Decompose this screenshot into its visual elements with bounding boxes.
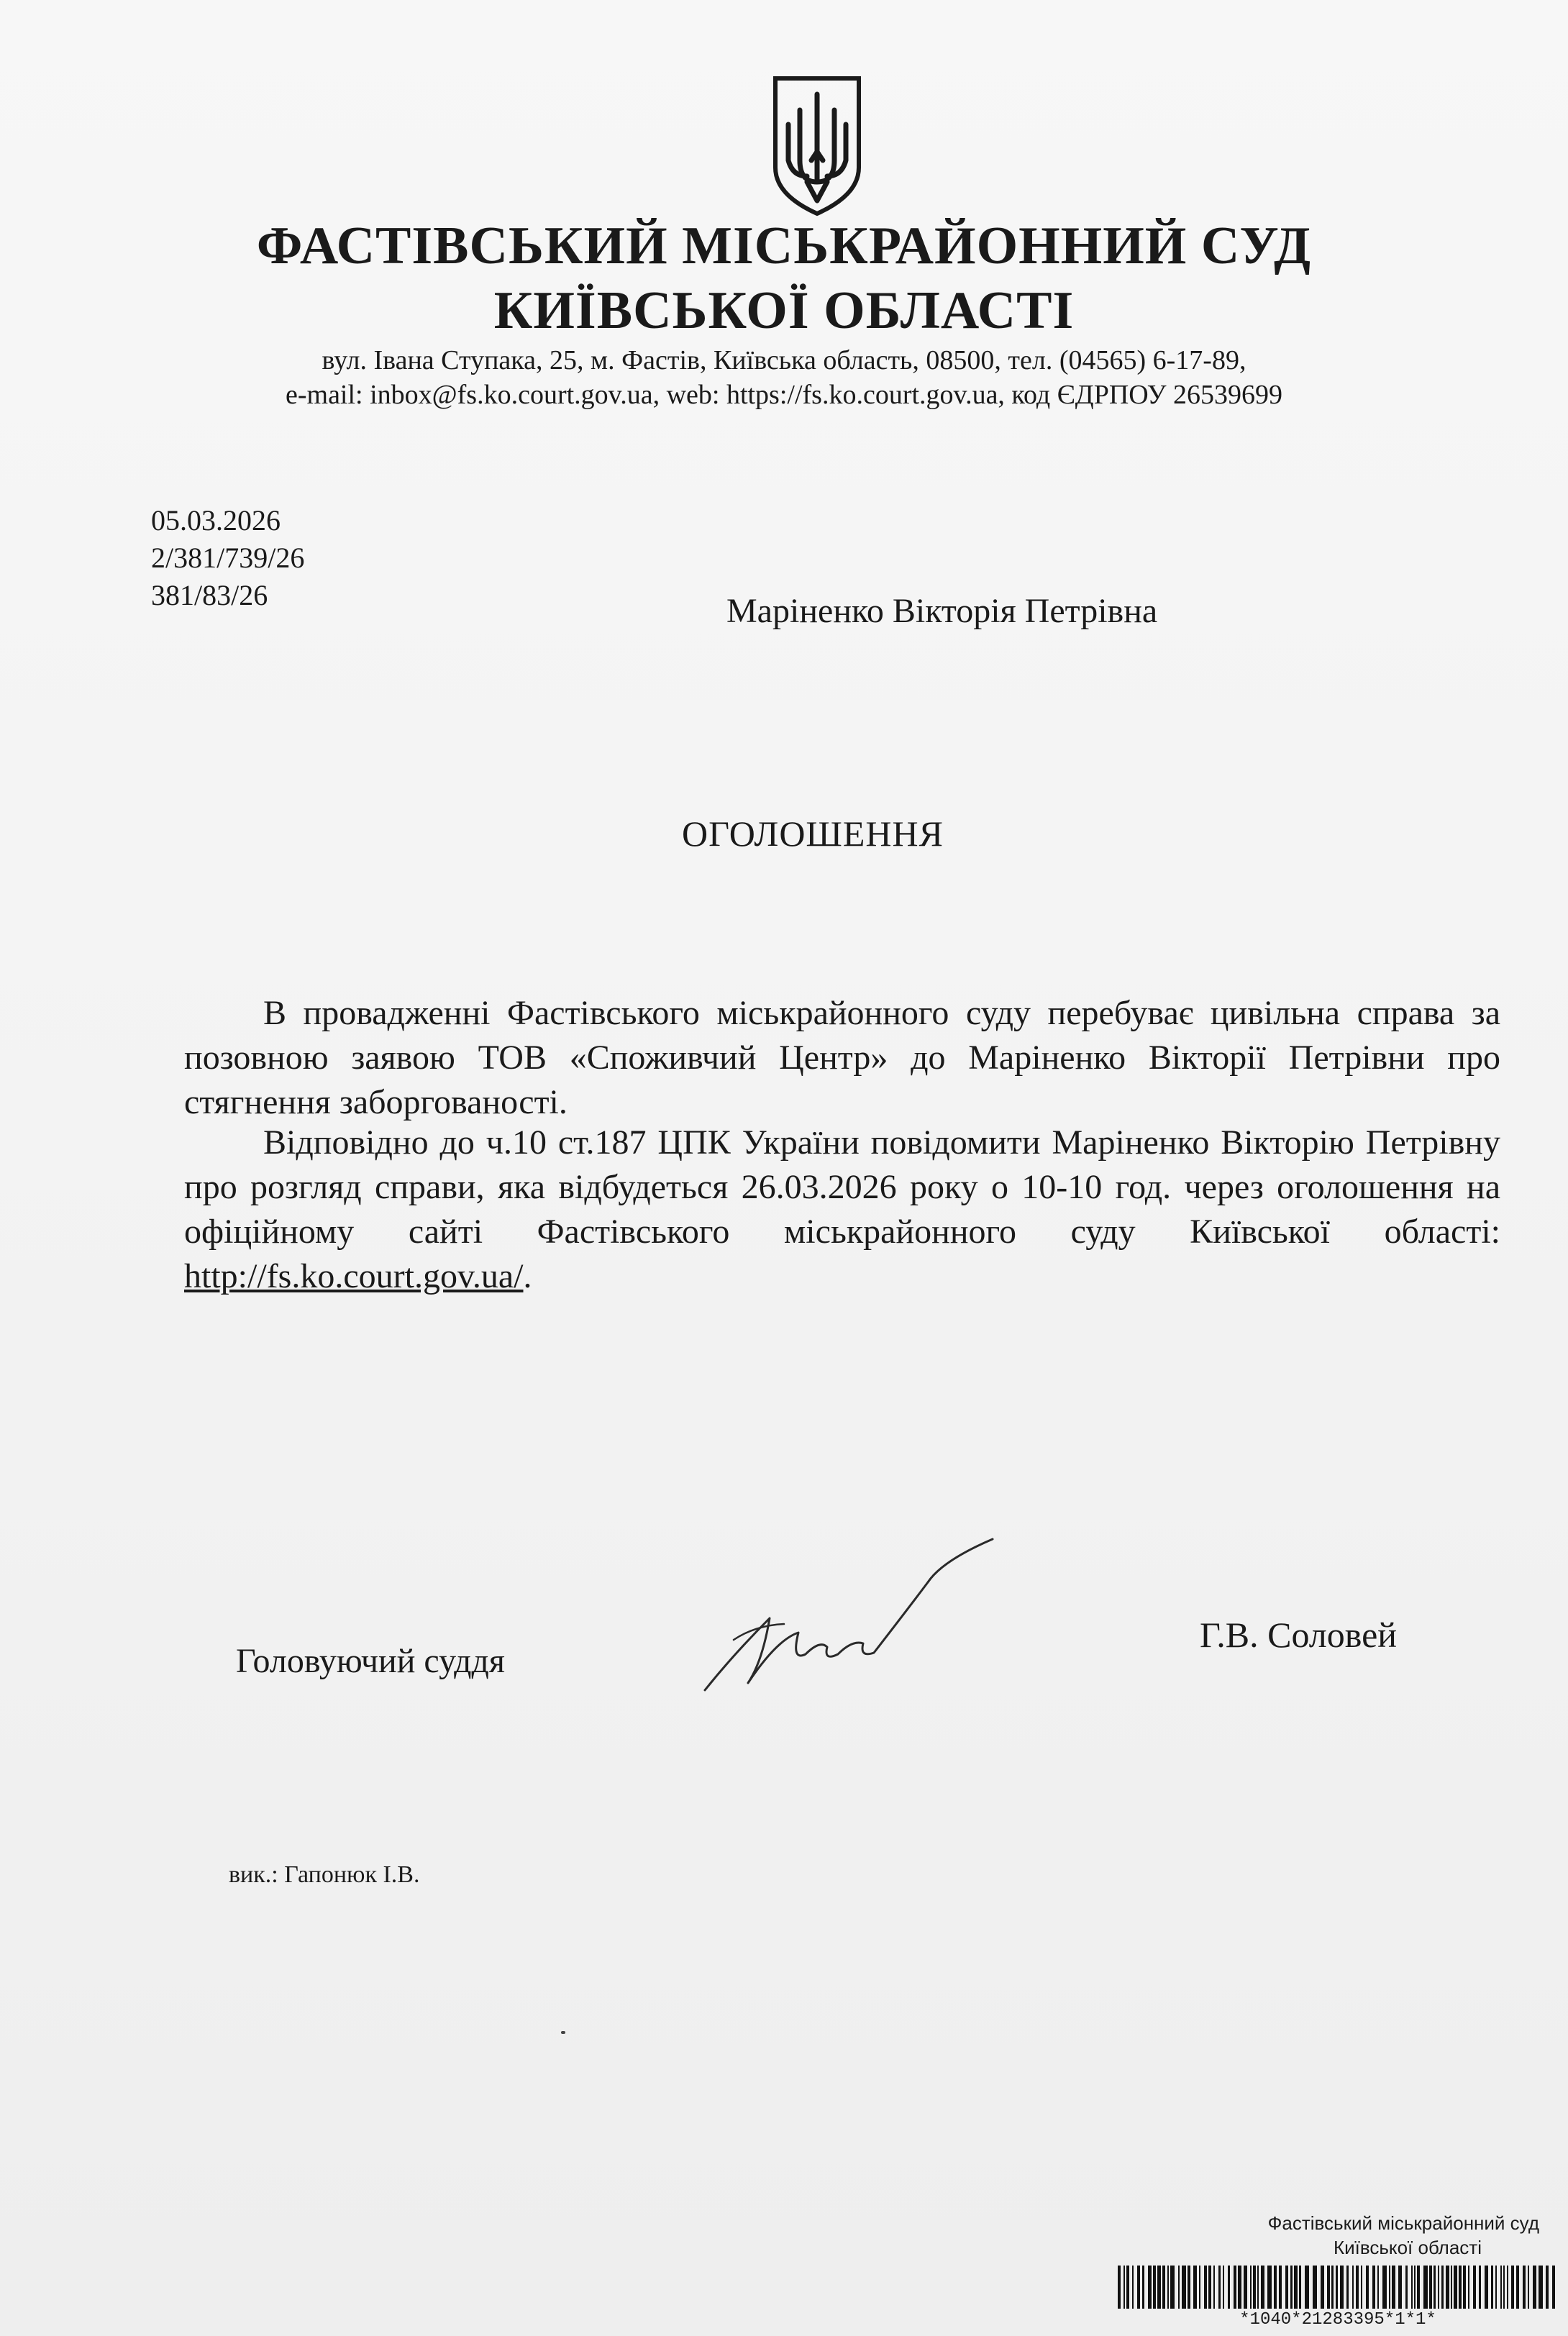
barcode-bar — [1193, 2266, 1197, 2309]
barcode-bar — [1417, 2266, 1420, 2309]
barcode-bar — [1495, 2266, 1497, 2309]
barcode-bar — [1126, 2266, 1129, 2309]
barcode-bar — [1137, 2266, 1140, 2309]
barcode-bar — [1446, 2266, 1449, 2309]
document-date: 05.03.2026 — [151, 504, 281, 537]
judge-role: Головуючий суддя — [236, 1642, 505, 1680]
barcode-bar — [1208, 2266, 1211, 2309]
body-paragraph-2-text: Відповідно до ч.10 ст.187 ЦПК України повідомити Маріненко Вікторію Петрівну про розгляд справи, яка відбудеться 26.03.2026 року о 10-10 год. через оголошення на офіційному сайті Фастівського міськрайонного суду Київської області: — [184, 1123, 1500, 1251]
ink-dot — [561, 2031, 565, 2034]
barcode-bar — [1253, 2266, 1256, 2309]
barcode-bar — [1331, 2266, 1334, 2309]
barcode-bar — [1123, 2266, 1125, 2309]
barcode-number: *1040*21283395*1*1* — [1239, 2310, 1436, 2330]
barcode-bar — [1157, 2266, 1161, 2309]
barcode-bar — [1285, 2266, 1288, 2309]
barcode-bar — [1533, 2266, 1536, 2309]
barcode-bar — [1170, 2266, 1175, 2309]
document-title: ОГОЛОШЕННЯ — [682, 813, 944, 854]
barcode-bar — [1223, 2266, 1224, 2309]
barcode-bar — [1507, 2266, 1508, 2309]
court-name-line1: ФАСТІВСЬКИЙ МІСЬКРАЙОННИЙ СУД — [256, 216, 1312, 275]
barcode — [1115, 2266, 1561, 2309]
barcode-bar — [1261, 2266, 1264, 2309]
barcode-bar — [1511, 2266, 1514, 2309]
barcode-bar — [1454, 2266, 1457, 2309]
barcode-bar — [1485, 2266, 1488, 2309]
barcode-bar — [1361, 2266, 1362, 2309]
barcode-bar — [1238, 2266, 1241, 2309]
barcode-bar — [1305, 2266, 1309, 2309]
barcode-bar — [1294, 2266, 1298, 2309]
body-paragraph-2 — [184, 1121, 1500, 1299]
barcode-bar — [1491, 2266, 1493, 2309]
judge-name: Г.В. Соловей — [1200, 1615, 1398, 1655]
barcode-bar — [1188, 2266, 1190, 2309]
barcode-bar — [1327, 2266, 1330, 2309]
executor-note: вик.: Гапонюк І.В. — [229, 1861, 420, 1888]
barcode-bar — [1244, 2266, 1247, 2309]
barcode-bar — [1398, 2266, 1402, 2309]
barcode-bar — [1438, 2266, 1439, 2309]
barcode-bar — [1414, 2266, 1416, 2309]
barcode-bar — [1228, 2266, 1230, 2309]
barcode-bar — [1148, 2266, 1152, 2309]
barcode-bar — [1336, 2266, 1338, 2309]
barcode-bar — [1352, 2266, 1354, 2309]
barcode-bar — [1552, 2266, 1555, 2309]
barcode-bar — [1257, 2266, 1259, 2309]
barcode-bar — [1321, 2266, 1324, 2309]
barcode-bar — [1234, 2266, 1236, 2309]
barcode-bar — [1340, 2266, 1344, 2309]
case-number: 2/381/739/26 — [151, 542, 305, 574]
handwritten-signature — [690, 1532, 1007, 1705]
barcode-bar — [1459, 2266, 1462, 2309]
barcode-bar — [1299, 2266, 1301, 2309]
body-paragraph-1: В провадженні Фастівського міськрайонного суду перебуває цивільна справа за позовною заявою ТОВ «Споживчий Центр» до Маріненко Вікторії Петрівни про стягнення заборгованості. — [184, 994, 1500, 1121]
court-address: вул. Івана Ступака, 25, м. Фастів, Київська область, 08500, тел. (04565) 6-17-89, — [322, 345, 1246, 375]
stamp-region: Київської області — [1333, 2237, 1482, 2258]
barcode-bar — [1392, 2266, 1395, 2309]
barcode-bar — [1313, 2266, 1317, 2309]
barcode-bar — [1528, 2266, 1529, 2309]
barcode-bar — [1213, 2266, 1215, 2309]
barcode-bar — [1356, 2266, 1359, 2309]
barcode-bar — [1162, 2266, 1165, 2309]
barcode-bar — [1500, 2266, 1502, 2309]
barcode-bar — [1346, 2266, 1349, 2309]
barcode-bar — [1389, 2266, 1390, 2309]
barcode-bar — [1523, 2266, 1526, 2309]
barcode-bar — [1429, 2266, 1432, 2309]
barcode-bar — [1279, 2266, 1282, 2309]
barcode-bar — [1178, 2266, 1180, 2309]
barcode-bar — [1366, 2266, 1369, 2309]
barcode-bar — [1441, 2266, 1444, 2309]
barcode-bar — [1539, 2266, 1543, 2309]
barcode-bar — [1372, 2266, 1375, 2309]
barcode-bar — [1132, 2266, 1134, 2309]
barcode-bar — [1182, 2266, 1186, 2309]
court-name-line2: КИЇВСЬКОЇ ОБЛАСТІ — [493, 281, 1075, 340]
court-contacts: e-mail: inbox@fs.ko.court.gov.ua, web: https://fs.ko.court.gov.ua, код ЄДРПОУ 26539699 — [285, 380, 1283, 410]
barcode-bar — [1167, 2266, 1169, 2309]
registration-number: 381/83/26 — [151, 579, 268, 611]
barcode-bar — [1433, 2266, 1436, 2309]
barcode-bar — [1405, 2266, 1408, 2309]
barcode-bar — [1463, 2266, 1466, 2309]
stamp-court-name: Фастівський міськрайонний суд — [1267, 2212, 1539, 2234]
barcode-bar — [1377, 2266, 1379, 2309]
barcode-bar — [1503, 2266, 1505, 2309]
barcode-bar — [1218, 2266, 1221, 2309]
body-paragraph-2-end: . — [523, 1257, 532, 1295]
barcode-bar — [1118, 2266, 1121, 2309]
barcode-bar — [1274, 2266, 1277, 2309]
coat-of-arms-icon — [771, 74, 863, 218]
barcode-bar — [1250, 2266, 1252, 2309]
barcode-bar — [1204, 2266, 1207, 2309]
barcode-bar — [1451, 2266, 1452, 2309]
barcode-bar — [1473, 2266, 1476, 2309]
barcode-bar — [1199, 2266, 1200, 2309]
court-website-link[interactable]: http://fs.ko.court.gov.ua/ — [184, 1257, 524, 1295]
recipient-name: Маріненко Вікторія Петрівна — [726, 592, 1158, 630]
barcode-bar — [1411, 2266, 1413, 2309]
barcode-bar — [1516, 2266, 1519, 2309]
barcode-bar — [1267, 2266, 1272, 2309]
barcode-bar — [1468, 2266, 1469, 2309]
barcode-bar — [1142, 2266, 1144, 2309]
barcode-bar — [1546, 2266, 1549, 2309]
barcode-bar — [1290, 2266, 1293, 2309]
barcode-bar — [1479, 2266, 1481, 2309]
barcode-bar — [1153, 2266, 1156, 2309]
barcode-bar — [1423, 2266, 1428, 2309]
barcode-bar — [1382, 2266, 1387, 2309]
